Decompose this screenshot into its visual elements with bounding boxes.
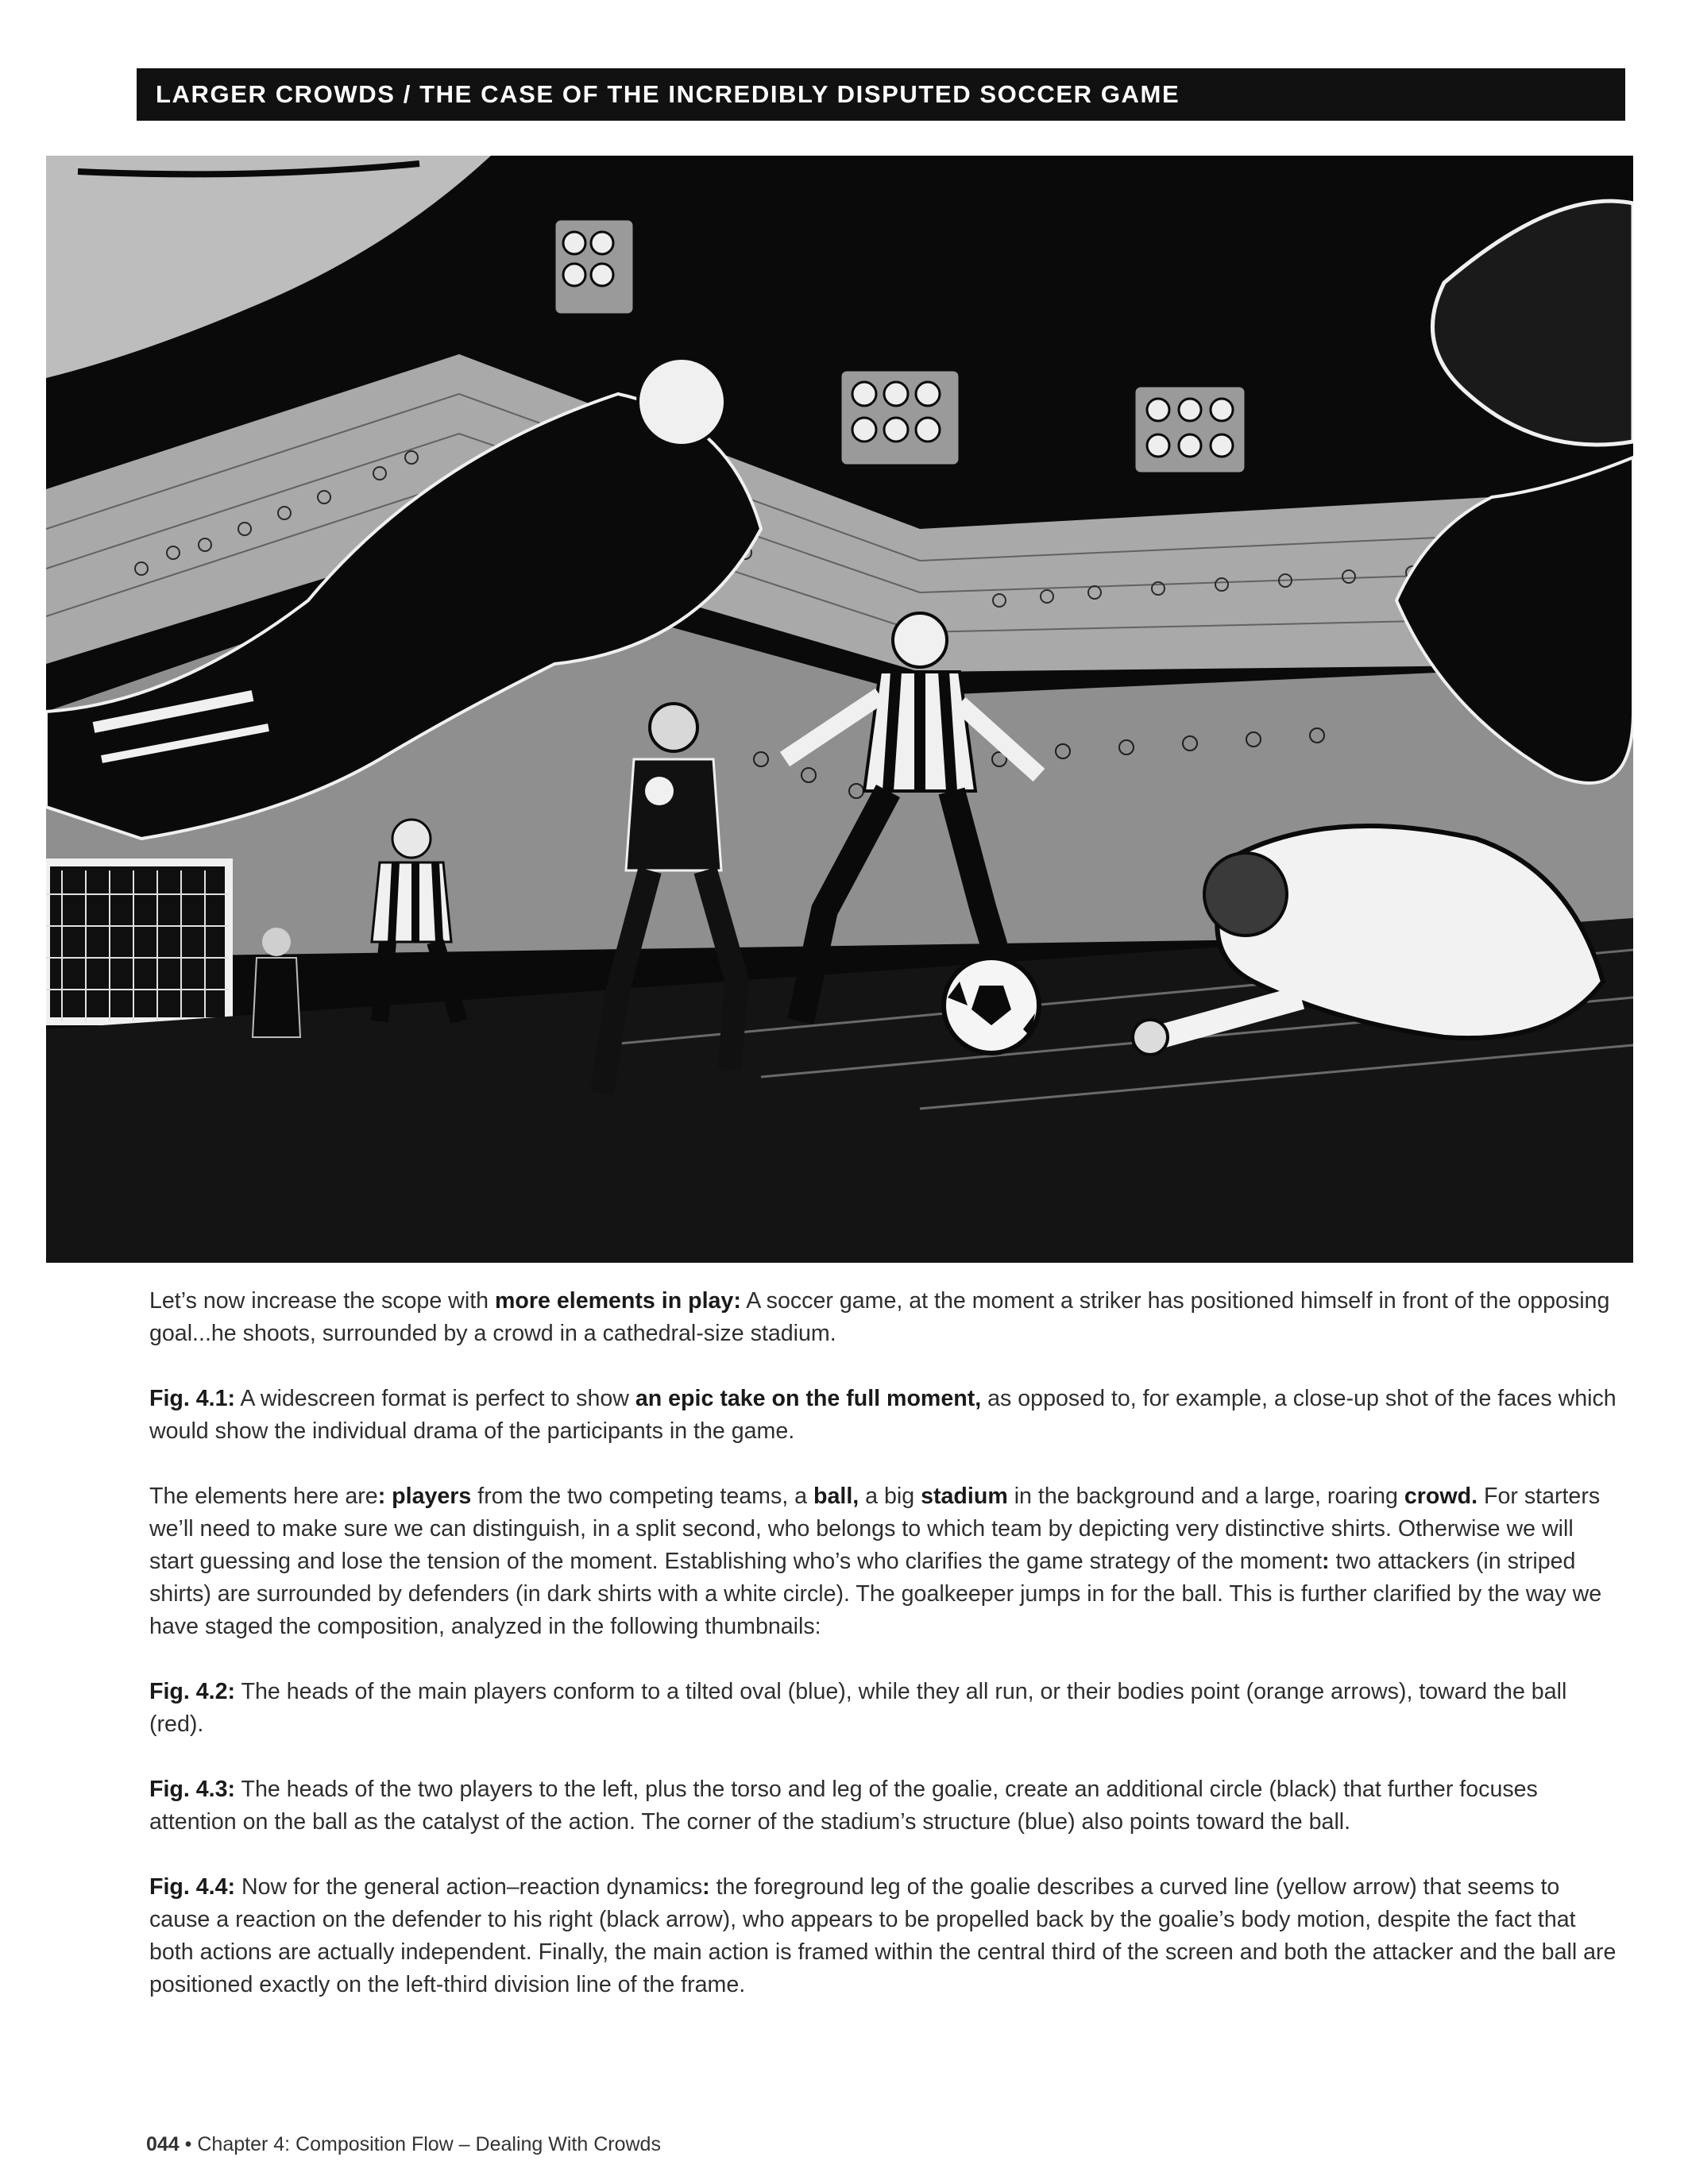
bold-run: crowd. <box>1404 1484 1478 1509</box>
bold-run: an epic take on the full moment, <box>635 1386 982 1411</box>
chapter-title: Chapter 4: Composition Flow – Dealing With Crowds <box>197 2133 661 2155</box>
section-header-bar <box>137 68 1625 121</box>
text-run: The heads of the main players conform to a tilted oval (blue), while they all run, or their bodies point (orange arrows), toward the ball (red). <box>149 1679 1567 1737</box>
floodlight-left <box>554 219 634 314</box>
article-body <box>149 1285 1617 2034</box>
paragraph-elements <box>149 1480 1617 1643</box>
text-run: in the background and a large, roaring <box>1007 1484 1404 1509</box>
bold-run: ball, <box>813 1484 859 1509</box>
paragraph-fig-4-1 <box>149 1383 1617 1448</box>
floodlight-right <box>1134 386 1246 473</box>
text-run: A soccer game, at the moment a striker has positioned himself in front of the opposing goal...he shoots, surrounded by a crowd in a cathedral-size stadium. <box>149 1288 1610 1346</box>
page-number: 044 <box>146 2133 180 2155</box>
fig-label: Fig. 4.4: <box>149 1874 236 1900</box>
text-run: two attackers (in striped shirts) are surrounded by defenders (in dark shirts with a white circle). The goalkeeper jumps in for the ball. This is further clarified by the way we have staged the composition, analyzed in the following thumbnails: <box>149 1549 1602 1639</box>
text-run: The elements here are <box>149 1484 378 1509</box>
bold-run: more elements in play: <box>494 1288 741 1314</box>
text-run: Let’s now increase the scope with <box>149 1288 495 1314</box>
fig-label: Fig. 4.3: <box>149 1777 236 1802</box>
text-run: Now for the general action–reaction dynamics <box>235 1874 703 1900</box>
paragraph-fig-4-2 <box>149 1676 1617 1741</box>
section-title: LARGER CROWDS / THE CASE OF THE INCREDIBLY DISPUTED SOCCER GAME <box>156 80 1180 108</box>
bold-run: : <box>1322 1549 1330 1574</box>
text-run: the foreground leg of the goalie describes a curved line (yellow arrow) that seems to cause a reaction on the defender to his right (black arrow), who appears to be propelled back by the goalie’s body motion, despite the fact that both actions are actually independent. Finally, the main action is framed within the central third of the screen and both the attacker and the ball are positioned exactly on the left-third division line of the frame. <box>149 1874 1617 1997</box>
comic-illustration-panel <box>46 156 1633 1263</box>
soccer-ball <box>944 958 1039 1053</box>
text-run: a big <box>859 1484 921 1509</box>
bold-run: : <box>702 1874 710 1900</box>
text-run: as opposed to, for example, a close-up shot of the faces which would show the individual drama of the participants in the game. <box>149 1386 1617 1444</box>
text-run: from the two competing teams, a <box>471 1484 813 1509</box>
soccer-stadium-illustration <box>46 156 1633 1263</box>
paragraph-fig-4-4 <box>149 1871 1617 2001</box>
paragraph-intro <box>149 1285 1617 1350</box>
text-run: A widescreen format is perfect to show <box>235 1386 635 1411</box>
text-run: The heads of the two players to the left, plus the torso and leg of the goalie, create an additional circle (black) that further focuses attention on the ball as the catalyst of the action. The corner of the stadium’s structure (blue) also points toward the ball. <box>149 1777 1538 1835</box>
goal-net <box>46 862 229 1021</box>
fig-label: Fig. 4.2: <box>149 1679 236 1704</box>
fig-label: Fig. 4.1: <box>149 1386 236 1411</box>
bold-run: : players <box>377 1484 472 1509</box>
text-run: For starters we’ll need to make sure we can distinguish, in a split second, who belongs to which team by depicting very distinctive shirts. Otherwise we will start guessing and lose the tension of the moment. Establishing who’s who clarifies the game strategy of the moment <box>149 1484 1601 1574</box>
bold-run: stadium <box>921 1484 1008 1509</box>
footer-separator: • <box>179 2133 198 2155</box>
page-footer <box>146 2133 661 2156</box>
paragraph-fig-4-3 <box>149 1773 1617 1839</box>
floodlight-center <box>840 370 960 465</box>
